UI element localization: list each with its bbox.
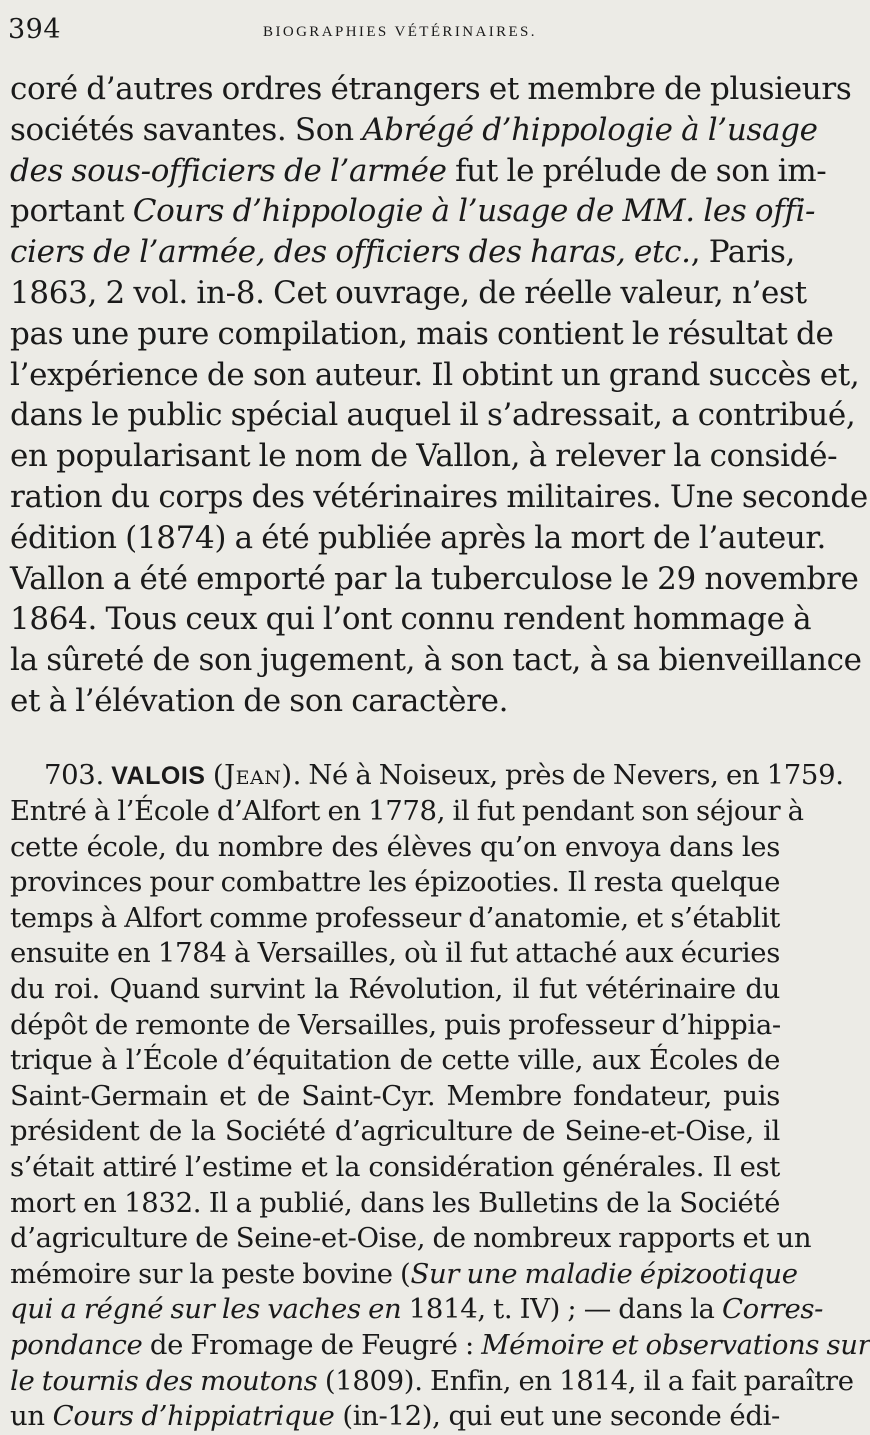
text-line [10, 1328, 870, 1364]
text-span: fut le prélude de son im- [446, 152, 827, 189]
text-span: portant [10, 193, 133, 230]
text-line [10, 70, 852, 110]
text-span: ration du corps des vétérinaires militaires. Une seconde [10, 479, 868, 515]
text-span: ensuite en 1784 à Versailles, où il fut attaché aux écuries [10, 937, 780, 970]
text-line [10, 1150, 780, 1186]
text-span: 1864. Tous ceux qui l’ont connu rendent hommage à [10, 601, 812, 638]
text-span: président de la Société d’agriculture de Seine-et-Oise, il [10, 1115, 780, 1148]
text-line [10, 478, 868, 518]
text-span: en popularisant le nom de Vallon, à relever la considé- [10, 438, 838, 475]
text-span: et à l’élévation de son caractère. [10, 683, 509, 719]
text-span: l’expérience de son auteur. Il obtint un grand succès et, [10, 356, 860, 393]
text-span: (in-12), qui eut une seconde édi- [334, 1400, 780, 1433]
text-span: Saint-Germain et de Saint-Cyr. Membre fondateur, puis [10, 1079, 780, 1112]
text-span: mémoire sur la peste bovine ( [10, 1257, 411, 1290]
text-line [10, 1043, 780, 1079]
text-line [10, 519, 827, 559]
text-line [10, 233, 796, 273]
text-span: sociétés savantes. Son [10, 111, 363, 148]
page-number: 394 [8, 14, 62, 45]
text-span: coré d’autres ordres étrangers et membre de plusieurs [10, 71, 852, 107]
italic-text: Cours d’hippologie à l’usage de MM. les offi- [132, 193, 816, 230]
text-line [10, 1079, 780, 1115]
text-line [10, 356, 860, 396]
entry-first-name: (Jean) [212, 759, 293, 791]
italic-text: Abrégé d’hippologie à l’usage [362, 111, 818, 148]
text-span: s’était attiré l’estime et la considération générales. Il est [10, 1151, 780, 1183]
text-line [10, 794, 804, 830]
running-head [8, 14, 792, 50]
text-line [10, 1114, 780, 1150]
italic-text: Corres- [721, 1293, 824, 1326]
text-line [10, 192, 816, 232]
text-line [10, 830, 780, 866]
text-line [10, 1008, 780, 1044]
text-span: Vallon a été emporté par la tuberculose le 29 novembre [10, 560, 859, 597]
text-line [10, 600, 812, 640]
text-span: trique à l’École d’équitation de cette ville, aux Écoles de [10, 1044, 780, 1077]
italic-text: le tournis des moutons [10, 1364, 318, 1397]
italic-text: Cours d’hippiatrique [52, 1400, 335, 1433]
running-title: BIOGRAPHIES VÉTÉRINAIRES. [263, 24, 537, 40]
text-line [10, 1364, 854, 1400]
text-line [10, 560, 859, 600]
text-span: du roi. Quand survint la Révolution, il fut vétérinaire du [10, 973, 780, 1005]
text-line [10, 865, 780, 901]
text-line [10, 682, 776, 722]
text-line [10, 641, 862, 681]
entry-heading-line [44, 758, 844, 794]
text-line [10, 936, 780, 972]
text-span: la sûreté de son jugement, à son tact, à sa bienveillance [10, 642, 862, 679]
text-span: 1814, t. IV) ; — dans la [408, 1293, 722, 1326]
text-span: , Paris, [690, 234, 796, 271]
text-line [10, 1257, 798, 1293]
text-line [10, 1186, 780, 1222]
text-line [10, 396, 856, 436]
text-span: temps à Alfort comme professeur d’anatomie, et s’établit [10, 901, 780, 934]
text-span: Entré à l’École d’Alfort en 1778, il fut pendant son séjour à [10, 795, 804, 827]
text-line [10, 972, 780, 1008]
entry-name: VALOIS [111, 762, 206, 790]
italic-text: qui a régné sur les vaches en [10, 1293, 409, 1326]
text-line [10, 1399, 780, 1435]
text-span: 1863, 2 vol. in-8. Cet ouvrage, de réelle valeur, n’est [10, 275, 807, 311]
text-span: de Fromage de Feugré : [142, 1329, 482, 1361]
text-span: dans le public spécial auquel il s’adressait, a contribué, [10, 397, 856, 434]
text-span: dépôt de remonte de Versailles, puis professeur d’hippia- [10, 1008, 781, 1041]
text-span: mort en 1832. Il a publié, dans les Bulletins de la Société [10, 1186, 780, 1219]
italic-text: des sous-officiers de l’armée [10, 152, 447, 189]
italic-text: Mémoire et observations sur [481, 1329, 870, 1361]
entry-number: 703. [44, 759, 112, 791]
text-line [10, 1292, 824, 1328]
italic-text: pondance [10, 1329, 143, 1361]
text-span: provinces pour combattre les épizooties. Il resta quelque [10, 866, 780, 899]
text-line [10, 1221, 812, 1257]
text-line [10, 274, 807, 314]
italic-text: Sur une maladie épizootique [410, 1257, 798, 1290]
text-line [10, 315, 834, 355]
text-span: (1809). Enfin, en 1814, il a fait paraître [317, 1364, 854, 1397]
italic-text: ciers de l’armée, des officiers des haras, etc. [10, 234, 691, 271]
text-line [10, 437, 838, 477]
entry-first-line-text: . Né à Noiseux, près de Nevers, en 1759. [292, 759, 844, 791]
text-span: pas une pure compilation, mais contient le résultat de [10, 315, 834, 352]
text-line [10, 152, 827, 192]
text-span: d’agriculture de Seine-et-Oise, de nombreux rapports et un [10, 1222, 812, 1255]
text-span: cette école, du nombre des élèves qu’on envoya dans les [10, 830, 780, 863]
text-line [10, 111, 818, 151]
text-span: un [10, 1400, 53, 1433]
text-line [10, 901, 780, 937]
text-span: édition (1874) a été publiée après la mort de l’auteur. [10, 519, 827, 556]
